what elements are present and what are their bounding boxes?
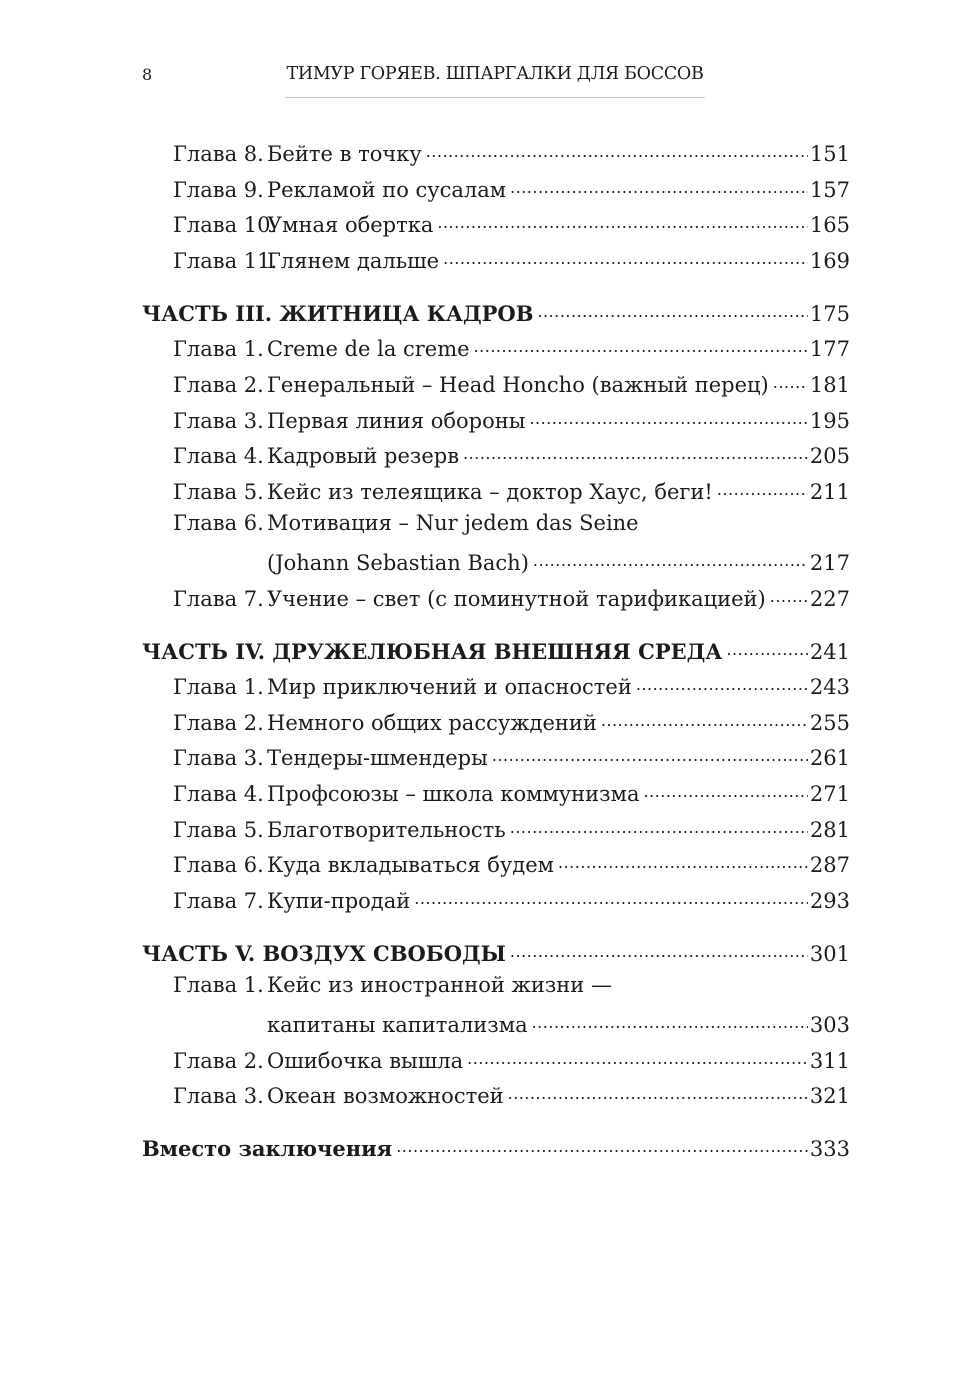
- page-reference: 181: [809, 373, 850, 398]
- toc-chapter-entry[interactable]: [142, 885, 850, 921]
- page-reference: 169: [809, 248, 850, 273]
- chapter-label: Глава 2.: [173, 710, 264, 735]
- dot-leader: [463, 440, 808, 463]
- chapter-label: Глава 2.: [173, 1048, 264, 1073]
- chapter-title: Благотворительность: [267, 817, 506, 842]
- dot-leader: [467, 1044, 808, 1067]
- toc-chapter-entry[interactable]: [142, 742, 850, 778]
- page-reference: 175: [809, 301, 850, 326]
- chapter-label: Глава 3.: [173, 408, 264, 433]
- dot-leader: [773, 369, 808, 392]
- page-reference: 211: [809, 479, 850, 504]
- toc-chapter-entry[interactable]: [142, 1080, 850, 1116]
- dot-leader: [726, 636, 807, 659]
- chapter-title: Умная обертка: [267, 213, 434, 238]
- toc-chapter-entry[interactable]: [142, 511, 850, 547]
- dot-leader: [636, 671, 808, 694]
- chapter-title: Первая линия обороны: [267, 408, 526, 433]
- dot-leader: [443, 245, 808, 268]
- chapter-label: Глава 5.: [173, 479, 264, 504]
- toc-part-entry[interactable]: [142, 298, 850, 334]
- dot-leader: [510, 938, 808, 961]
- page-reference: 243: [809, 675, 850, 700]
- toc-chapter-entry[interactable]: [142, 333, 850, 369]
- toc-entry-continuation[interactable]: [142, 1009, 850, 1045]
- dot-leader: [532, 1009, 808, 1032]
- toc-chapter-entry[interactable]: [142, 849, 850, 885]
- dot-leader: [529, 405, 807, 428]
- dot-leader: [508, 1080, 808, 1103]
- toc-entry-continuation[interactable]: [142, 547, 850, 583]
- toc-chapter-entry[interactable]: [142, 138, 850, 174]
- chapter-label: Глава 3.: [173, 1084, 264, 1109]
- chapter-title: Генеральный – Head Honcho (важный перец): [267, 373, 769, 398]
- page-reference: 311: [809, 1048, 850, 1073]
- toc-part-entry[interactable]: [142, 938, 850, 974]
- page-reference: 281: [809, 817, 850, 842]
- dot-leader: [643, 778, 807, 801]
- chapter-label: Глава 5.: [173, 817, 264, 842]
- page-reference: 241: [809, 639, 850, 664]
- page-reference: 261: [809, 746, 850, 771]
- chapter-title: Учение – свет (с поминутной тарификацией): [267, 586, 766, 611]
- chapter-label: Глава 3.: [173, 746, 264, 771]
- page-reference: 157: [809, 177, 850, 202]
- chapter-label: Глава 9.: [173, 177, 264, 202]
- chapter-title: Рекламой по сусалам: [267, 177, 507, 202]
- toc-chapter-entry[interactable]: [142, 405, 850, 441]
- page-reference: 195: [809, 408, 850, 433]
- chapter-label: Глава 8.: [173, 142, 264, 167]
- page-reference: 151: [809, 142, 850, 167]
- chapter-label: Глава 7.: [173, 586, 264, 611]
- chapter-label: Глава 11.: [173, 248, 278, 273]
- toc-part-entry[interactable]: [142, 636, 850, 672]
- part-title: ЧАСТЬ V. ВОЗДУХ СВОБОДЫ: [142, 940, 506, 966]
- dot-leader: [770, 583, 808, 606]
- page-number: 8: [142, 65, 153, 84]
- page-reference: 177: [809, 337, 850, 362]
- part-title: ЧАСТЬ III. ЖИТНИЦА КАДРОВ: [142, 300, 534, 326]
- page-reference: 293: [809, 888, 850, 913]
- toc-chapter-entry[interactable]: [142, 245, 850, 281]
- page-reference: 287: [809, 853, 850, 878]
- chapter-title: Кадровый резерв: [267, 444, 460, 469]
- toc-chapter-entry[interactable]: [142, 476, 850, 512]
- chapter-title: Бейте в точку: [267, 142, 422, 167]
- chapter-label: Глава 4.: [173, 781, 264, 806]
- dot-leader: [558, 849, 808, 872]
- chapter-title: Немного общих рассуждений: [267, 710, 597, 735]
- chapter-title: Ошибочка вышла: [267, 1048, 464, 1073]
- page-reference: 165: [809, 213, 850, 238]
- toc-chapter-entry[interactable]: [142, 778, 850, 814]
- page-reference: 271: [809, 781, 850, 806]
- page-reference: 333: [809, 1137, 850, 1162]
- toc-part-entry[interactable]: [142, 1133, 850, 1169]
- page-reference: 301: [809, 941, 850, 966]
- part-title: Вместо заключения: [142, 1136, 393, 1162]
- chapter-title: Мотивация – Nur jedem das Seine: [267, 511, 639, 536]
- dot-leader: [492, 742, 808, 765]
- page-reference: 321: [809, 1084, 850, 1109]
- chapter-title-continuation: капитаны капитализма: [267, 1012, 528, 1037]
- dot-leader: [437, 209, 808, 232]
- page-reference: 303: [809, 1012, 850, 1037]
- chapter-title: Купи-продай: [267, 888, 411, 913]
- toc-chapter-entry[interactable]: [142, 671, 850, 707]
- dot-leader: [601, 707, 808, 730]
- chapter-title: Creme de la creme: [267, 337, 470, 362]
- chapter-label: Глава 10.: [173, 213, 278, 238]
- chapter-title: Профсоюзы – школа коммунизма: [267, 781, 640, 806]
- chapter-label: Глава 6.: [173, 853, 264, 878]
- toc-chapter-entry[interactable]: [142, 209, 850, 245]
- toc-chapter-entry[interactable]: [142, 1044, 850, 1080]
- page-reference: 205: [809, 444, 850, 469]
- chapter-title: Тендеры-шмендеры: [267, 746, 488, 771]
- dot-leader: [717, 476, 808, 499]
- toc-chapter-entry[interactable]: [142, 973, 850, 1009]
- dot-leader: [396, 1133, 808, 1156]
- chapter-label: Глава 2.: [173, 373, 264, 398]
- chapter-title-continuation: (Johann Sebastian Bach): [267, 551, 529, 576]
- toc-chapter-entry[interactable]: [142, 813, 850, 849]
- chapter-title: Кейс из телеящика – доктор Хаус, беги!: [267, 479, 713, 504]
- chapter-title: Океан возможностей: [267, 1084, 504, 1109]
- chapter-title: Кейс из иностранной жизни —: [267, 973, 612, 998]
- page-reference: 217: [809, 551, 850, 576]
- toc-chapter-entry[interactable]: [142, 369, 850, 405]
- chapter-label: Глава 7.: [173, 888, 264, 913]
- chapter-title: Куда вкладываться будем: [267, 853, 554, 878]
- toc-chapter-entry[interactable]: [142, 707, 850, 743]
- dot-leader: [426, 138, 808, 161]
- dot-leader: [510, 174, 808, 197]
- table-of-contents: [142, 138, 850, 1169]
- chapter-label: Глава 4.: [173, 444, 264, 469]
- dot-leader: [414, 885, 808, 908]
- chapter-label: Глава 1.: [173, 973, 264, 998]
- chapter-title: Мир приключений и опасностей: [267, 675, 632, 700]
- toc-chapter-entry[interactable]: [142, 583, 850, 619]
- chapter-label: Глава 6.: [173, 511, 264, 536]
- dot-leader: [533, 547, 808, 570]
- running-head: [0, 62, 963, 86]
- dot-leader: [510, 813, 808, 836]
- header-rule: [285, 97, 705, 98]
- chapter-label: Глава 1.: [173, 337, 264, 362]
- page-reference: 227: [809, 586, 850, 611]
- page-reference: 255: [809, 710, 850, 735]
- chapter-title: Глянем дальше: [267, 248, 440, 273]
- dot-leader: [537, 298, 807, 321]
- dot-leader: [474, 333, 808, 356]
- chapter-label: Глава 1.: [173, 675, 264, 700]
- running-title: ТИМУР ГОРЯЕВ. ШПАРГАЛКИ ДЛЯ БОССОВ: [286, 64, 704, 84]
- toc-chapter-entry[interactable]: [142, 174, 850, 210]
- part-title: ЧАСТЬ IV. ДРУЖЕЛЮБНАЯ ВНЕШНЯЯ СРЕДА: [142, 638, 723, 664]
- toc-chapter-entry[interactable]: [142, 440, 850, 476]
